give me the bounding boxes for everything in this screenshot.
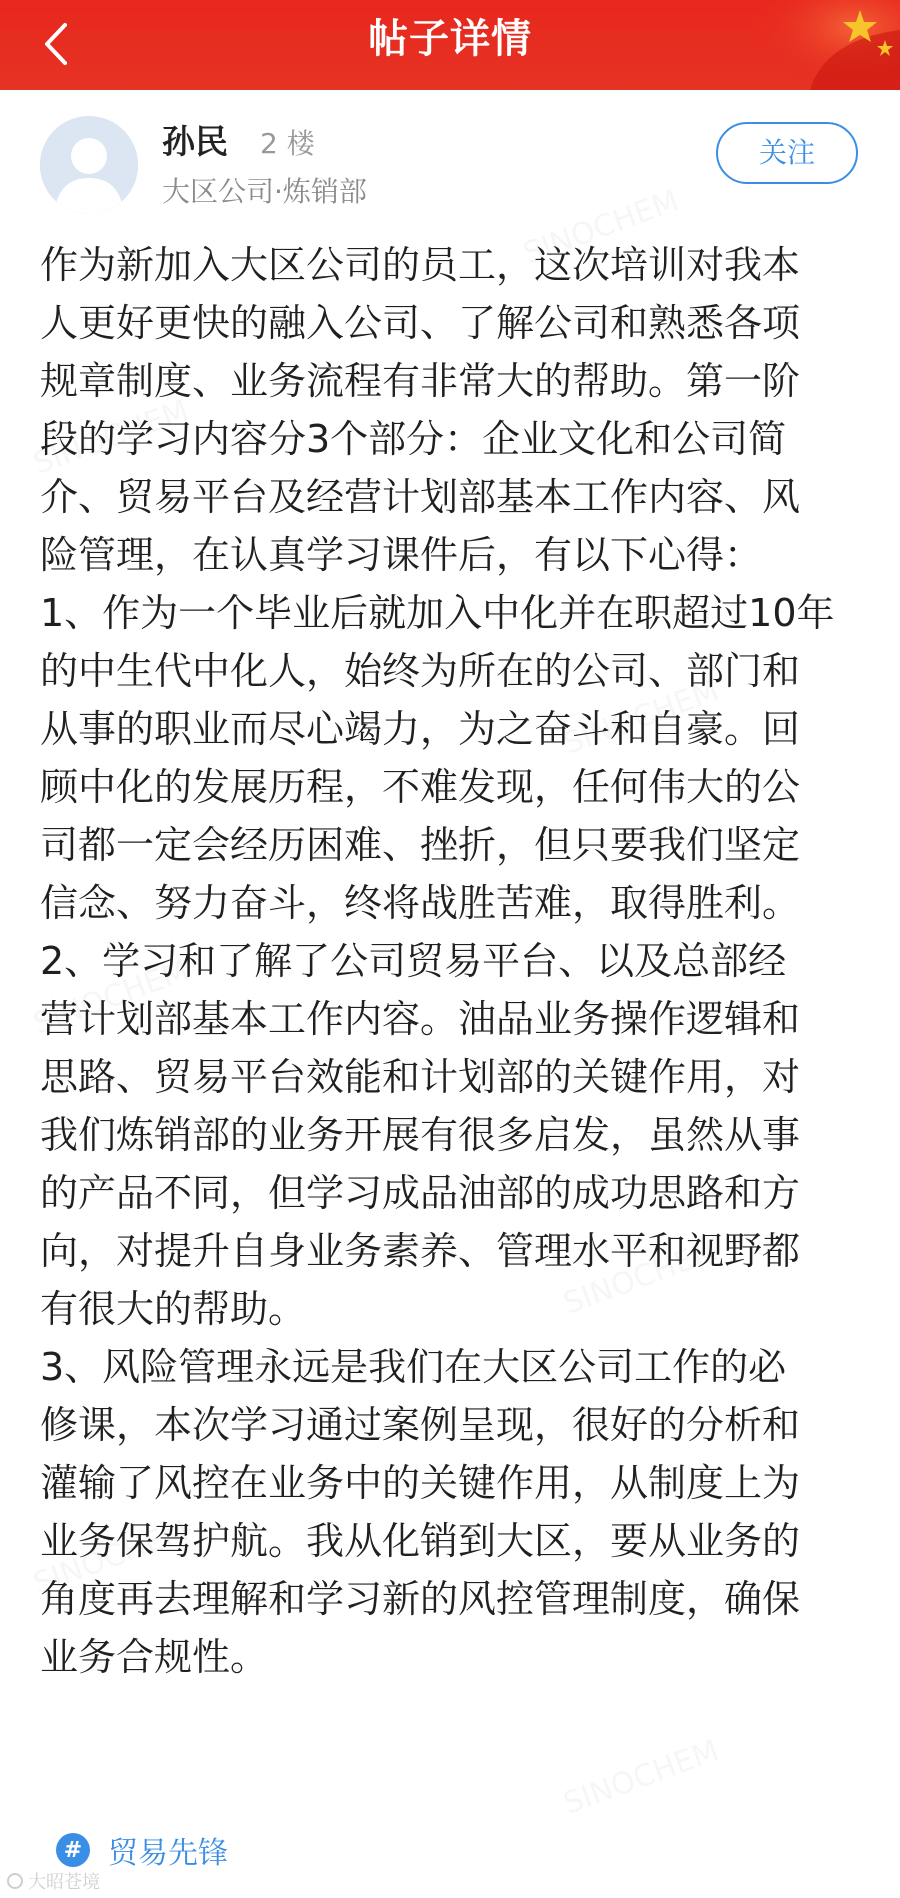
watermark-text: 大昭苍境 xyxy=(28,1872,100,1893)
hashtag-icon: # xyxy=(56,1833,90,1867)
topic-tag-label: 贸易先锋 xyxy=(108,1836,228,1871)
post-text-line: 思路、贸易平台效能和计划部的关键作用，对 xyxy=(40,1055,801,1099)
post-text-line: 角度再去理解和学习新的风控管理制度，确保 xyxy=(40,1577,801,1621)
post-content xyxy=(40,236,870,1686)
post-text-line: 营计划部基本工作内容。油品业务操作逻辑和 xyxy=(40,997,801,1041)
author-name[interactable]: 孙民 xyxy=(162,122,228,161)
follow-button[interactable]: 关注 xyxy=(716,122,858,184)
top-nav-bar xyxy=(0,0,900,90)
post-text-line: 业务保驾护航。我从化销到大区，要从业务的 xyxy=(40,1519,801,1563)
post-text-line: 从事的职业而尽心竭力，为之奋斗和自豪。回 xyxy=(40,707,801,751)
post-text-line: 修课，本次学习通过案例呈现，很好的分析和 xyxy=(40,1403,801,1447)
post-text-line: 的产品不同，但学习成品油部的成功思路和方 xyxy=(40,1171,801,1215)
page-title: 帖子详情 xyxy=(368,16,532,62)
post-text-line: 向，对提升自身业务素养、管理水平和视野都 xyxy=(40,1229,801,1273)
watermark xyxy=(559,1733,723,1821)
post-text-line: 我们炼销部的业务开展有很多启发，虽然从事 xyxy=(40,1113,801,1157)
post-text-line: 段的学习内容分3个部分：企业文化和公司简 xyxy=(40,417,787,461)
post-text-line: 有很大的帮助。 xyxy=(40,1287,307,1331)
post-text-line: 3、风险管理永远是我们在大区公司工作的必 xyxy=(40,1345,787,1389)
post-text-line: 顾中化的发展历程，不难发现，任何伟大的公 xyxy=(40,765,801,809)
watermark-logo xyxy=(6,1868,100,1894)
post-text-line: 2、学习和了解了公司贸易平台、以及总部经 xyxy=(40,939,787,983)
post-text-line: 介、贸易平台及经营计划部基本工作内容、风 xyxy=(40,475,801,519)
post-text-line: 险管理，在认真学习课件后，有以下心得： xyxy=(40,533,763,577)
post-text-line: 司都一定会经历困难、挫折，但只要我们坚定 xyxy=(40,823,801,867)
post-text-line: 人更好更快的融入公司、了解公司和熟悉各项 xyxy=(40,301,801,345)
post-text-line: 信念、努力奋斗，终将战胜苦难，取得胜利。 xyxy=(40,881,801,925)
post-text-line: 灌输了风控在业务中的关键作用，从制度上为 xyxy=(40,1461,801,1505)
logo-icon xyxy=(6,1872,24,1890)
flag-emblem-icon xyxy=(750,0,900,90)
post-text-line: 1、作为一个毕业后就加入中化并在职超过10年 xyxy=(40,591,835,635)
post-text-line: 业务合规性。 xyxy=(40,1635,269,1679)
post-text-line: 规章制度、业务流程有非常大的帮助。第一阶 xyxy=(40,359,801,403)
post-text-line: 的中生代中化人，始终为所在的公司、部门和 xyxy=(40,649,801,693)
user-avatar-icon xyxy=(40,116,138,214)
author-department: 大区公司·炼销部 xyxy=(162,175,367,208)
avatar[interactable] xyxy=(40,116,138,214)
floor-number: 2 楼 xyxy=(260,127,315,160)
post-text-line: 作为新加入大区公司的员工，这次培训对我本 xyxy=(40,243,801,287)
